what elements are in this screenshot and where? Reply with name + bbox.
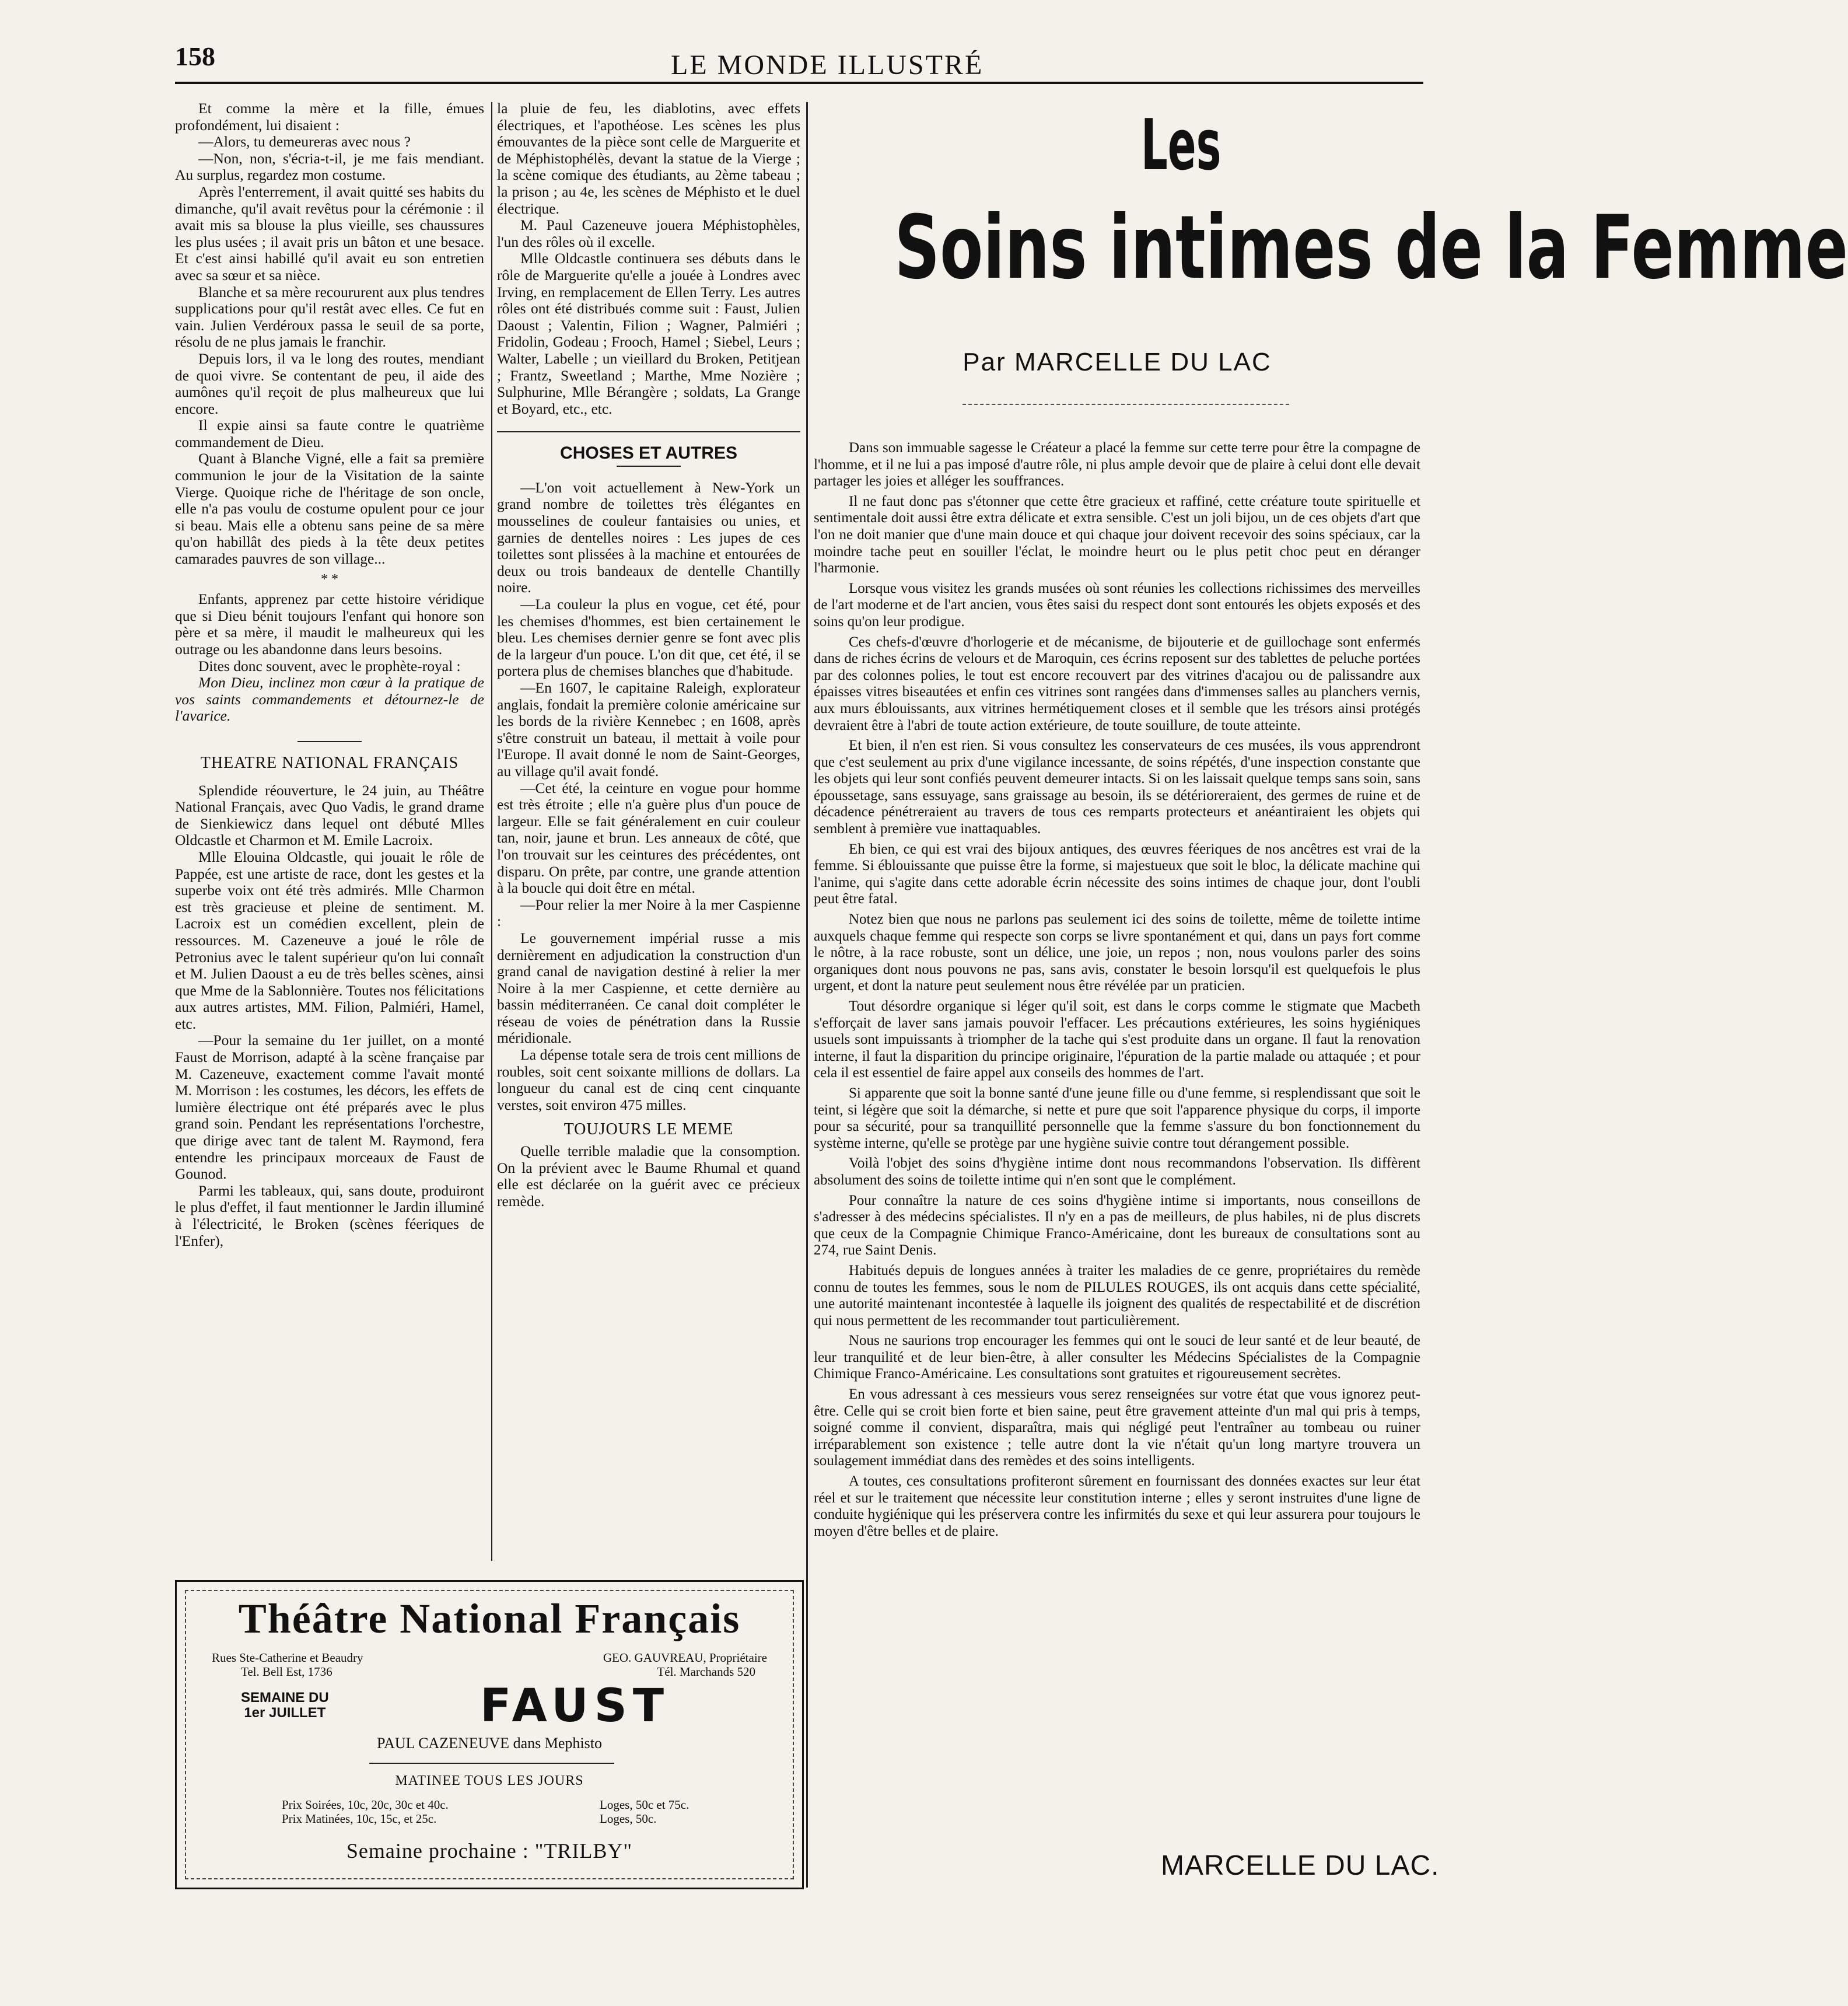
article-paragraph: Nous ne saurions trop encourager les femmes qui ont le souci de leur santé et de leur beauté, de leur tranquilité et de leur bien-être, à aller consulter les Médecins Spécialistes de la Compagnie Chimique Franco-Américaine. Les consultations sont gratuites et rigoureusement secrètes.: [814, 1333, 1420, 1382]
ad-prices-matinee: Prix Matinées, 10c, 15c, et 25c.: [282, 1812, 437, 1826]
col1-paragraph: Mlle Elouina Oldcastle, qui jouait le rôle de Pappée, est une artiste de race, dont les gestes et la superbe voix ont été très admirés. Mlle Charmon est très gracieuse et pleine de sentiment. M. Lacroix est un comédien excellent, plein de ressources. M. Cazeneuve a joué le rôle de Petronius avec le talent supérieur qu'on lui connaît et M. Julien Daoust a eu de très belles scènes, ainsi que Mme de la Sablonnière. Toutes nos félicitations aux autres artistes, MM. Filion, Palmiéri, Hamel, etc.: [175, 848, 484, 1032]
toujours-heading: TOUJOURS LE MEME: [564, 1120, 734, 1139]
col2-paragraph: M. Paul Cazeneuve jouera Méphistophèles, l'un des rôles où il excelle.: [497, 216, 800, 250]
article-paragraph: Ces chefs-d'œuvre d'horlogerie et de mécanisme, de bijouterie et de guillochage sont enfermés dans de riches écrins de velours et de Maroquin, ces écrins reposent sur des tablettes de peluche portées par des colonnes polies, le tout est encore recouvert par des vitrines d'acajou ou de palissandre aux épaisses vitres biseautées et enfin ces vitrines sont rangées dans d'immenses salles au planchers vernis, aux murs éblouissants, aux vitrines hermétiquement closes et il semble que les trésors ainsi protégés devraient être à l'abri de toute action extérieure, de toute souillure, de toute atteinte.: [814, 634, 1420, 733]
col1-paragraph: Quant à Blanche Vigné, elle a fait sa première communion le jour de la Visitation de la sainte Vierge. Quoique riche de l'héritage de son oncle, elle n'a pas voulu de costume opulent pour ce jour si beau. Mais elle a obtenu sans peine de sa mère qu'on habillât des pieds à la tête deux petites camarades pauvres de son village...: [175, 450, 484, 568]
col2-paragraph: La dépense totale sera de trois cent millions de roubles, soit cent soixante millions de dollars. La longueur du canal est de cinq cent cinquante verstes, soit environ 475 milles.: [497, 1046, 800, 1113]
col2-paragraph: Mlle Oldcastle continuera ses débuts dans le rôle de Marguerite qu'elle a jouée à Londres avec Irving, en remplacement de Ellen Terry. Les autres rôles ont été distribués comme suit : Faust, Julien Daoust ; Valentin, Filion ; Wagner, Palmiéri ; Fridolin, Godeau ; Frooch, Hamel ; Siebel, Leurs ; Walter, Labelle ; un vieillard du Broken, Petitjean ; Frantz, Sweetland ; Marthe, Mme Nozière ; Sulphurine, Mlle Bérangère ; soldats, La Grange et Boyard, etc., etc.: [497, 250, 800, 417]
col2-paragraph: —Cet été, la ceinture en vogue pour homme est très étroite ; elle n'a guère plus d'un pouce de largeur. Elle se fait généralement en cuir couleur tan, noir, jaune et brun. Les anneaux de côté, que l'on trouvait sur les ceintures des précédentes, ont disparu. On prête, par contre, une grande attention à la boucle qui doit être en métal.: [497, 779, 800, 897]
col2-paragraph: —En 1607, le capitaine Raleigh, explorateur anglais, fondait la première colonie américaine sur les bords de la rivière Kennebec ; en 1608, après s'être construit un bateau, il mettait à voile pour l'Europe. Il avait donné le nom de Saint-Georges, au village qu'il avait fondé.: [497, 679, 800, 780]
headline-main: Soins intimes de la Femme: [894, 197, 1848, 299]
ad-proprietor: GEO. GAUVREAU, Propriétaire: [603, 1651, 767, 1665]
col1-paragraph: Après l'enterrement, il avait quitté ses habits du dimanche, qu'il avait revêtus pour la cérémonie : il avait mis sa blouse la plus vieille, ses chaussures les plus usées ; il avait pris un bâton et une besace. Et c'est ainsi habillé qu'il avait eu son entretien avec sa sœur et sa nièce.: [175, 183, 484, 284]
article-paragraph: Lorsque vous visitez les grands musées où sont réunies les collections richissimes des merveilles de l'art moderne et de l'art ancien, vous êtes saisi du respect dont sont entourés les objets exposés et des soins qu'on leur prodigue.: [814, 580, 1420, 630]
article-paragraph: En vous adressant à ces messieurs vous serez renseignées sur votre état que vous ignorez peut-être. Celle qui se croit bien forte et bien saine, peut être gravement atteinte d'un mal qui pris à temps, soigné comme il convient, disparaîtra, mais qui négligé peut l'entraîner au tombeau ou ruiner irréparablement son existence ; telle autre dont la vie n'était qu'un long martyre trouvera un soulagement immédiat dans des remèdes et des soins intelligents.: [814, 1386, 1420, 1469]
masthead: LE MONDE ILLUSTRÉ: [671, 50, 984, 81]
article-body: [814, 440, 1420, 1543]
ad-matinee: MATINEE TOUS LES JOURS: [395, 1773, 584, 1788]
col1-quote: Mon Dieu, inclinez mon cœur à la pratique de vos saints commandements et détournez-le de l'avarice.: [175, 674, 484, 725]
column-divider-1: [491, 102, 492, 1561]
byline-rule: [963, 404, 1289, 405]
col1-paragraph: Parmi les tableaux, qui, sans doute, produiront le plus d'effet, il faut mentionner le Jardin illuminé à l'électricité, le Broken (scènes féeriques de l'Enfer),: [175, 1182, 484, 1249]
ad-next-week: Semaine prochaine : "TRILBY": [346, 1839, 633, 1862]
col2-paragraph: —L'on voit actuellement à New-York un grand nombre de toilettes très élégantes en mousselines de couleur fantaisies ou unies, et garnies de dentelles noires : Les jupes de ces toilettes sont plissées à la machine et entourées de deux ou trois bandeaux de dentelle Chantilly noire.: [497, 478, 800, 596]
article-paragraph: A toutes, ces consultations profiteront sûrement en fournissant des données exactes sur leur état réel et sur le traitement que nécessite leur constitution interne ; elles y seront instruites d'une ligne de conduite hygiénique qui les préservera contre les infirmités du sexe et qui leur assurera pour toujours le moyen d'être belles et de plaire.: [814, 1473, 1420, 1539]
ad-show-title: FAUST: [480, 1680, 670, 1732]
ad-loges-matinee: Loges, 50c.: [600, 1812, 657, 1826]
article-paragraph: Si apparente que soit la bonne santé d'une jeune fille ou d'une femme, si resplendissant que soit le teint, si légère que soit la démarche, si nette et pure que soit l'apparence physique du corps, il importe pour sa sécurité, pour sa tranquillité personnelle que la femme s'assure du bon fonctionnement du système interne, qu'elle se protège par une hygiène suivie contre tout dérangement possible.: [814, 1085, 1420, 1151]
ad-title: Théâtre National Français: [238, 1595, 741, 1642]
col1-paragraph: —Non, non, s'écria-t-il, je me fais mendiant. Au surplus, regardez mon costume.: [175, 149, 484, 184]
col1-paragraph: Blanche et sa mère recoururent aux plus tendres supplications pour qu'il restât avec elles. Ce fut en vain. Julien Verdéroux passa le seuil de sa porte, résolu de ne plus jamais le franchir.: [175, 283, 484, 351]
section-separator: * *: [321, 571, 338, 587]
col1-paragraph: —Alors, tu demeureras avec nous ?: [198, 133, 411, 151]
divider-rule: [617, 466, 681, 467]
ad-tel-right: Tél. Marchands 520: [657, 1665, 755, 1679]
col1-paragraph: Depuis lors, il va le long des routes, mendiant de quoi vivre. Se contentant de peu, il aide des aumônes qu'il reçoit de plus malheureux que lui encore.: [175, 350, 484, 417]
divider-rule: [497, 431, 800, 432]
ad-week-line1: SEMAINE DU: [241, 1690, 329, 1706]
col2-paragraph: Quelle terrible maladie que la consomption. On la prévient avec le Baume Rhumal et quand elle est déclarée on la guérit avec ce précieux remède.: [497, 1142, 800, 1210]
headline-les: Les: [1140, 105, 1222, 186]
divider-rule: [298, 741, 362, 742]
col2-paragraph: —La couleur la plus en vogue, cet été, pour les chemises d'hommes, est bien certainement le bleu. Les chemises dernier genre se font avec plis de la largeur d'un pouce. L'on dit que, cet été, il se portera plus de chemises blanches que d'habitude.: [497, 596, 800, 680]
article-paragraph: Voilà l'objet des soins d'hygiène intime dont nous recommandons l'observation. Ils diffèrent absolument des soins de toilette intime qui n'en sont que le complément.: [814, 1155, 1420, 1188]
ad-cast: PAUL CAZENEUVE dans Mephisto: [377, 1735, 602, 1752]
page-number: 158: [175, 41, 215, 71]
header-rule: [175, 82, 1423, 84]
ad-loges-evening: Loges, 50c et 75c.: [600, 1798, 690, 1812]
ad-address: Rues Ste-Catherine et Beaudry: [212, 1651, 363, 1665]
col1-paragraph: Il expie ainsi sa faute contre le quatrième commandement de Dieu.: [175, 417, 484, 450]
article-paragraph: Notez bien que nous ne parlons pas seulement ici des soins de toilette, même de toilette intime auxquels chaque femme qui respecte son corps se livre spontanément et qui, dans un pays fort comme le nôtre, à la race robuste, sont un délice, une joie, un repos ; non, nous voulons parler des soins organiques dont nous pouvons ne pas, sans avis, constater le besoin lorsqu'il est quelquefois le plus urgent, et dont la nature peut seulement nous être révélée par un praticien.: [814, 911, 1420, 994]
column-2: [497, 100, 800, 1210]
article-paragraph: Pour connaître la nature de ces soins d'hygiène intime si importants, nous conseillons de s'adresser à des médecins spécialistes. Il n'y en a pas de meilleurs, de plus habiles, ni de plus discrets que ceux de la Compagnie Chimique Franco-Américaine, dont les bureaux de consultations sont au 274, rue Saint Denis.: [814, 1192, 1420, 1259]
col1-paragraph: —Pour la semaine du 1er juillet, on a monté Faust de Morrison, adapté à la scène française par M. Cazeneuve, exactement comme l'avait monté M. Morrison : les costumes, les décors, les effets de lumière électrique ont été préparés avec le plus grand soin. Pendant les représentations l'orchestre, que dirige avec tant de talent M. Raymond, fera entendre les principaux morceaux de Faust de Gounod.: [175, 1032, 484, 1183]
col2-paragraph: la pluie de feu, les diablotins, avec effets électriques, et l'apothéose. Les scènes les plus émouvantes de la pièce sont celle de Marguerite et de Méphistophélès, devant la statue de la Vierge ; la scène comique des étudiants, au 2ème tabeau ; la prison ; au 4e, les scènes de Méphisto et le duel électrique.: [497, 100, 800, 217]
ad-week-line2: 1er JUILLET: [244, 1705, 326, 1721]
article-paragraph: Tout désordre organique si léger qu'il soit, est dans le corps comme le stigmate que Macbeth s'efforçait de laver sans jamais pouvoir l'effacer. Les précautions extérieures, les soins hygiéniques usuels sont impuissants à triompher de la tache qui s'est produite dans un organe. Il faut la renovation interne, il faut la disparition du principe originaire, l'épuration de la partie malade ou attaquée ; et pour cela il est essentiel de faire appel aux conseils des hommes de l'art.: [814, 998, 1420, 1081]
article-paragraph: Il ne faut donc pas s'étonner que cette être gracieux et raffiné, cette créature toute spirituelle et sentimentale doit aussi être extra délicate et extra sensible. C'est un joli bijou, un de ces objets d'art que l'on ne doit manier que d'une main douce et qui chaque jour doivent recevoir des soins spéciaux, car la moindre tache peut en souiller l'éclat, le moindre heurt ou le plus petit choc peut en déranger l'harmonie.: [814, 493, 1420, 576]
article-paragraph: Eh bien, ce qui est vrai des bijoux antiques, des œuvres féeriques de nos ancêtres est vrai de la femme. Si éblouissante que puisse être la forme, si majestueux que soit le bloc, la délicate machine qui l'anime, qui s'agite dans cette adorable écrin nécessite des soins intimes de chaque jour, dont l'oubli peut être fatal.: [814, 841, 1420, 907]
ad-rule: [369, 1763, 614, 1764]
article-paragraph: Habitués depuis de longues années à traiter les maladies de ce genre, propriétaires du remède connu de toutes les femmes, sous le nom de PILULES ROUGES, ils ont acquis dans cette spécialité, une autorité maintenant incontestée à laquelle ils joignent des qualités de respectabilité et de discrétion qui nous permettent de les recommander tout particulièrement.: [814, 1262, 1420, 1329]
col1-paragraph: Dites donc souvent, avec le prophète-royal :: [198, 657, 461, 675]
article-signature: MARCELLE DU LAC.: [1161, 1850, 1440, 1881]
article-paragraph: Dans son immuable sagesse le Créateur a placé la femme sur cette terre pour être la compagne de l'homme, et il ne lui a pas imposé d'autre rôle, ni plus ample devoir que de plaire à celui dont elle devait partager les joies et alléger les souffrances.: [814, 440, 1420, 490]
article-paragraph: Et bien, il n'en est rien. Si vous consultez les conservateurs de ces musées, ils vous apprendront que c'est seulement au prix d'une vigilance incessante, de soins répétés, d'une inspection constante que les objets qui leur sont confiés peuvent demeurer intacts. Si on les laissait quelque temps sans soin, sans époussetage, sans essuyage, sans graissage au besoin, ils se détérioreraient, des germes de ruine et de décadence pénétreraient au travers de tous ces remparts protecteurs et anéantiraient les objets qui semblent à première vue inattaquables.: [814, 738, 1420, 837]
col1-paragraph: Splendide réouverture, le 24 juin, au Théâtre National Français, avec Quo Vadis, le grand drame de Sienkiewicz dans lequel ont débuté Mlles Oldcastle et Charmon et M. Emile Lacroix.: [175, 781, 484, 849]
col2-paragraph: Le gouvernement impérial russe a mis dernièrement en adjudication la construction d'un grand canal de navigation destiné à relier la mer Noire à la mer Caspienne, et cette dernière au bassin méditerranéen. Ce canal doit compléter le réseau de voies de pénétration dans la Russie méridionale.: [497, 929, 800, 1047]
ad-tel-left: Tel. Bell Est, 1736: [241, 1665, 332, 1679]
choses-heading: CHOSES ET AUTRES: [560, 443, 737, 463]
ad-prices-evening: Prix Soirées, 10c, 20c, 30c et 40c.: [282, 1798, 449, 1812]
theatre-advertisement: [175, 1580, 804, 1889]
column-1: [175, 100, 484, 1249]
theatre-heading: THEATRE NATIONAL FRANÇAIS: [200, 753, 459, 772]
article-byline: Par MARCELLE DU LAC: [963, 348, 1272, 376]
ad-week: [241, 1690, 329, 1721]
col1-paragraph: Enfants, apprenez par cette histoire véridique que si Dieu bénit toujours l'enfant qui honore son père et sa mère, il maudit le malheureux qui les outrage ou les abandonne dans leurs besoins.: [175, 590, 484, 658]
col2-paragraph: —Pour relier la mer Noire à la mer Caspienne :: [497, 896, 800, 930]
col1-paragraph: Et comme la mère et la fille, émues profondément, lui disaient :: [175, 100, 484, 134]
